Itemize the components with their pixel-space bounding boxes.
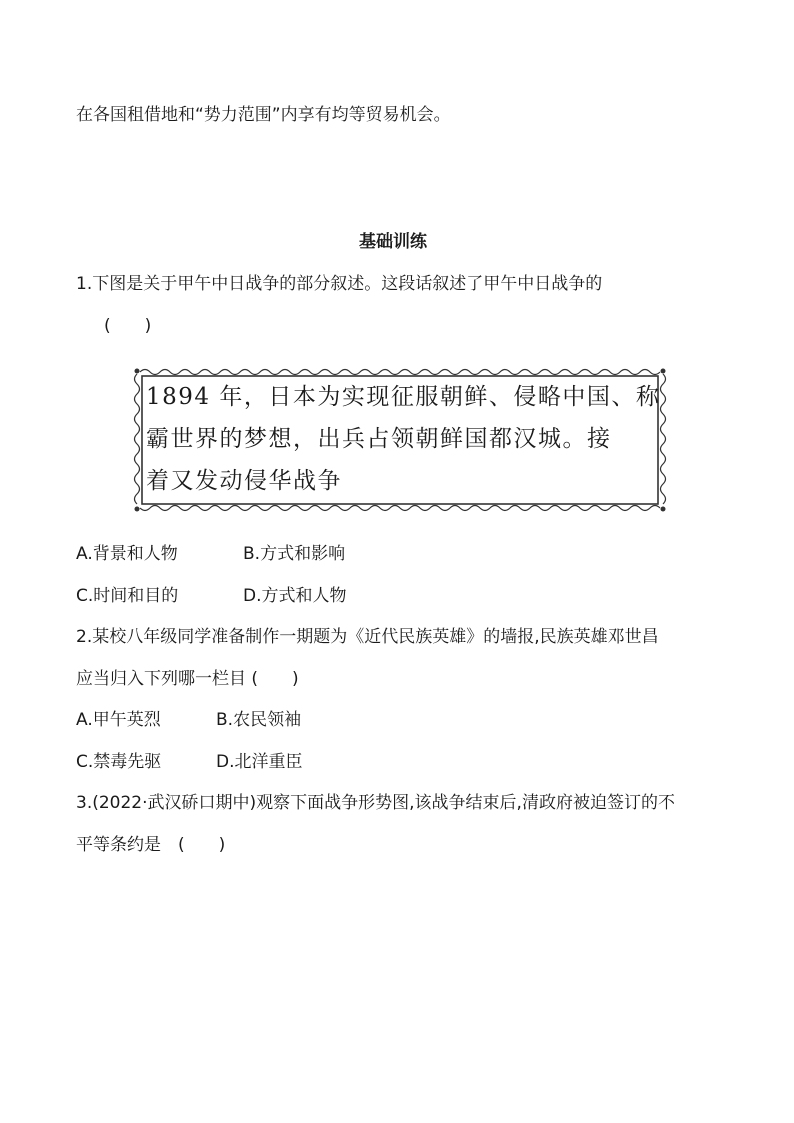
q1-answer-paren: ( ): [104, 316, 152, 336]
q1-option-b[interactable]: B.方式和影响: [243, 544, 346, 564]
q1-quote-text: [146, 376, 661, 502]
intro-text: 在各国租借地和“势力范围”内享有均等贸易机会。: [76, 105, 451, 125]
q1-quote-line-3: 着又发动侵华战争: [146, 468, 342, 494]
q1-option-d[interactable]: D.方式和人物: [243, 586, 347, 606]
q2-stem-line-1: 2.某校八年级同学准备制作一期题为《近代民族英雄》的墙报,民族英雄邓世昌: [76, 627, 659, 647]
q1-quote-line-2: 霸世界的梦想，出兵占领朝鲜国都汉城。接: [146, 426, 612, 452]
section-title: 基础训练: [359, 232, 427, 252]
q3-stem-line-1: 3.(2022·武汉硚口期中)观察下面战争形势图,该战争结束后,清政府被迫签订的不: [76, 793, 675, 813]
q1-quote-line-1: 1894 年，日本为实现征服朝鲜、侵略中国、称: [146, 384, 661, 410]
q1-option-a[interactable]: A.背景和人物: [76, 544, 178, 564]
q1-option-c[interactable]: C.时间和目的: [76, 586, 179, 606]
q2-stem-line-2: 应当归入下列哪一栏目 ( ): [76, 669, 299, 689]
q2-option-d[interactable]: D.北洋重臣: [216, 752, 303, 772]
q2-option-a[interactable]: A.甲午英烈: [76, 710, 161, 730]
q1-stem: 1.下图是关于甲午中日战争的部分叙述。这段话叙述了甲午中日战争的: [76, 274, 603, 294]
q2-option-c[interactable]: C.禁毒先驱: [76, 752, 162, 772]
q1-quote-box: [132, 366, 668, 514]
q2-option-b[interactable]: B.农民领袖: [216, 710, 302, 730]
q3-stem-line-2: 平等条约是 ( ): [76, 835, 226, 855]
